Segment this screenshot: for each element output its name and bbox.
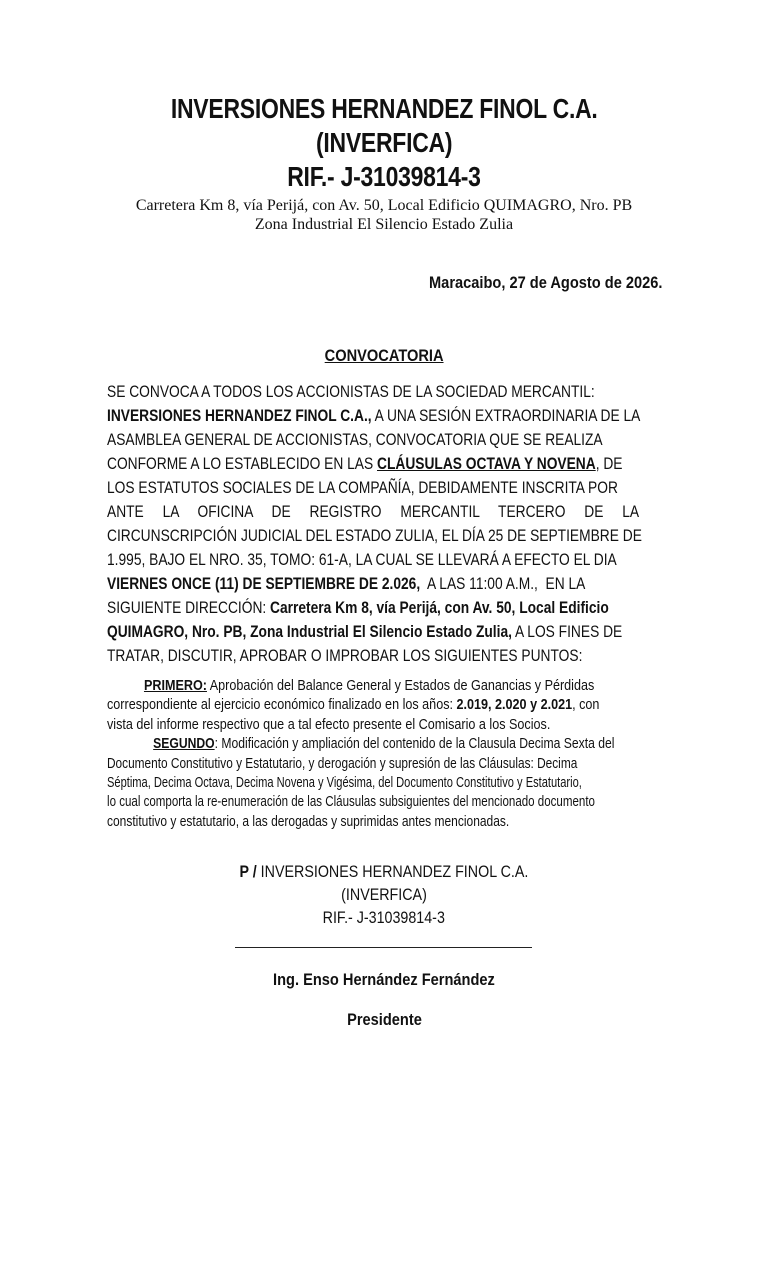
title-text: CONVOCATORIA [324, 346, 444, 365]
signer-name [0, 970, 768, 990]
body-text: CONFORME A LO ESTABLECIDO EN LAS [107, 455, 378, 473]
body-text: A UNA SESIÓN EXTRAORDINARIA DE LA [371, 407, 641, 425]
agenda-text: : Modificación y ampliación del contenido de la Clausula Decima Sexta del [214, 735, 615, 753]
agenda-line: Séptima, Decima Octava, Decima Novena y Vigésima, del Documento Constitutivo y Estatutario, [107, 774, 582, 792]
document-title [0, 346, 768, 366]
signer-role-text: Presidente [346, 1010, 422, 1029]
signature-company-line [240, 860, 529, 883]
document-date: Maracaibo, 27 de Agosto de 2026. [428, 273, 662, 292]
meeting-date: VIERNES ONCE (11) DE SEPTIEMBRE DE 2.026, [107, 575, 421, 593]
company-name: INVERSIONES HERNANDEZ FINOL C.A. [170, 93, 598, 124]
agenda-text: , con [572, 696, 600, 714]
point-label-segundo: SEGUNDO [153, 735, 215, 753]
signature-prefix: P / [239, 862, 257, 881]
signature-line [235, 947, 532, 948]
fiscal-years: 2.019, 2.020 y 2.021 [456, 696, 573, 714]
company-rif: RIF.- J-31039814-3 [287, 161, 481, 192]
signer-name-text: Ing. Enso Hernández Fernández [273, 970, 495, 989]
meeting-time: A LAS 11:00 A.M., EN LA [420, 575, 586, 593]
body-line: CIRCUNSCRIPCIÓN JUDICIAL DEL ESTADO ZULIA, EL DÍA 25 DE SEPTIEMBRE DE [107, 527, 642, 545]
address-line-2: Zona Industrial El Silencio Estado Zulia [254, 216, 514, 233]
body-line [107, 596, 663, 620]
body-line: TRATAR, DISCUTIR, APROBAR O IMPROBAR LOS SIGUIENTES PUNTOS: [107, 647, 583, 665]
agenda-points [107, 676, 667, 831]
body-text: , DE [595, 455, 623, 473]
agenda-line [107, 734, 615, 753]
body-line [107, 620, 663, 644]
signature-block [0, 860, 768, 929]
meeting-address: Carretera Km 8, vía Perijá, con Av. 50, Local Edificio [270, 599, 609, 617]
point-label-primero: PRIMERO: [143, 677, 207, 694]
company-acronym: (INVERFICA) [315, 127, 453, 158]
signature-company: INVERSIONES HERNANDEZ FINOL C.A. [256, 862, 529, 881]
body-line: ASAMBLEA GENERAL DE ACCIONISTAS, CONVOCATORIA QUE SE REALIZA [107, 431, 603, 449]
body-line [107, 572, 663, 596]
agenda-line [107, 676, 595, 695]
clauses-reference: CLÁUSULAS OCTAVA Y NOVENA [377, 455, 596, 473]
letterhead [0, 92, 768, 234]
agenda-line: Documento Constitutivo y Estatutario, y derogación y supresión de las Cláusulas: Decima [107, 754, 578, 772]
body-text: SIGUIENTE DIRECCIÓN: [107, 599, 271, 617]
address-line-1: Carretera Km 8, vía Perijá, con Av. 50, Local Edificio QUIMAGRO, Nro. PB [135, 197, 633, 214]
signature-acronym: (INVERFICA) [341, 885, 427, 904]
agenda-text: correspondiente al ejercicio económico finalizado en los años: [107, 696, 457, 714]
company-name-inline: INVERSIONES HERNANDEZ FINOL C.A., [107, 407, 372, 425]
body-line: ANTE LA OFICINA DE REGISTRO MERCANTIL TERCERO DE LA [107, 503, 640, 521]
agenda-line [107, 695, 600, 714]
agenda-line: lo cual comporta la re-enumeración de las Cláusulas subsiguientes del mencionado documento [107, 793, 595, 811]
signature-rif: RIF.- J-31039814-3 [322, 908, 446, 927]
body-line: 1.995, BAJO EL NRO. 35, TOMO: 61-A, LA CUAL SE LLEVARÁ A EFECTO EL DIA [107, 551, 617, 569]
convocation-body [107, 380, 662, 668]
agenda-line: vista del informe respectivo que a tal efecto presente el Comisario a los Socios. [107, 715, 551, 733]
body-text: A LOS FINES DE [511, 623, 623, 641]
body-line [107, 404, 663, 428]
signer-role [0, 1010, 768, 1030]
agenda-line: constitutivo y estatutario, a las derogadas y suprimidas antes mencionadas. [107, 812, 510, 830]
body-line [107, 452, 663, 476]
meeting-address-cont: QUIMAGRO, Nro. PB, Zona Industrial El Silencio Estado Zulia, [107, 623, 512, 641]
agenda-text: Aprobación del Balance General y Estados de Ganancias y Pérdidas [206, 677, 595, 694]
body-line: SE CONVOCA A TODOS LOS ACCIONISTAS DE LA SOCIEDAD MERCANTIL: [107, 383, 595, 401]
body-line: LOS ESTATUTOS SOCIALES DE LA COMPAÑÍA, DEBIDAMENTE INSCRITA POR [107, 479, 618, 497]
